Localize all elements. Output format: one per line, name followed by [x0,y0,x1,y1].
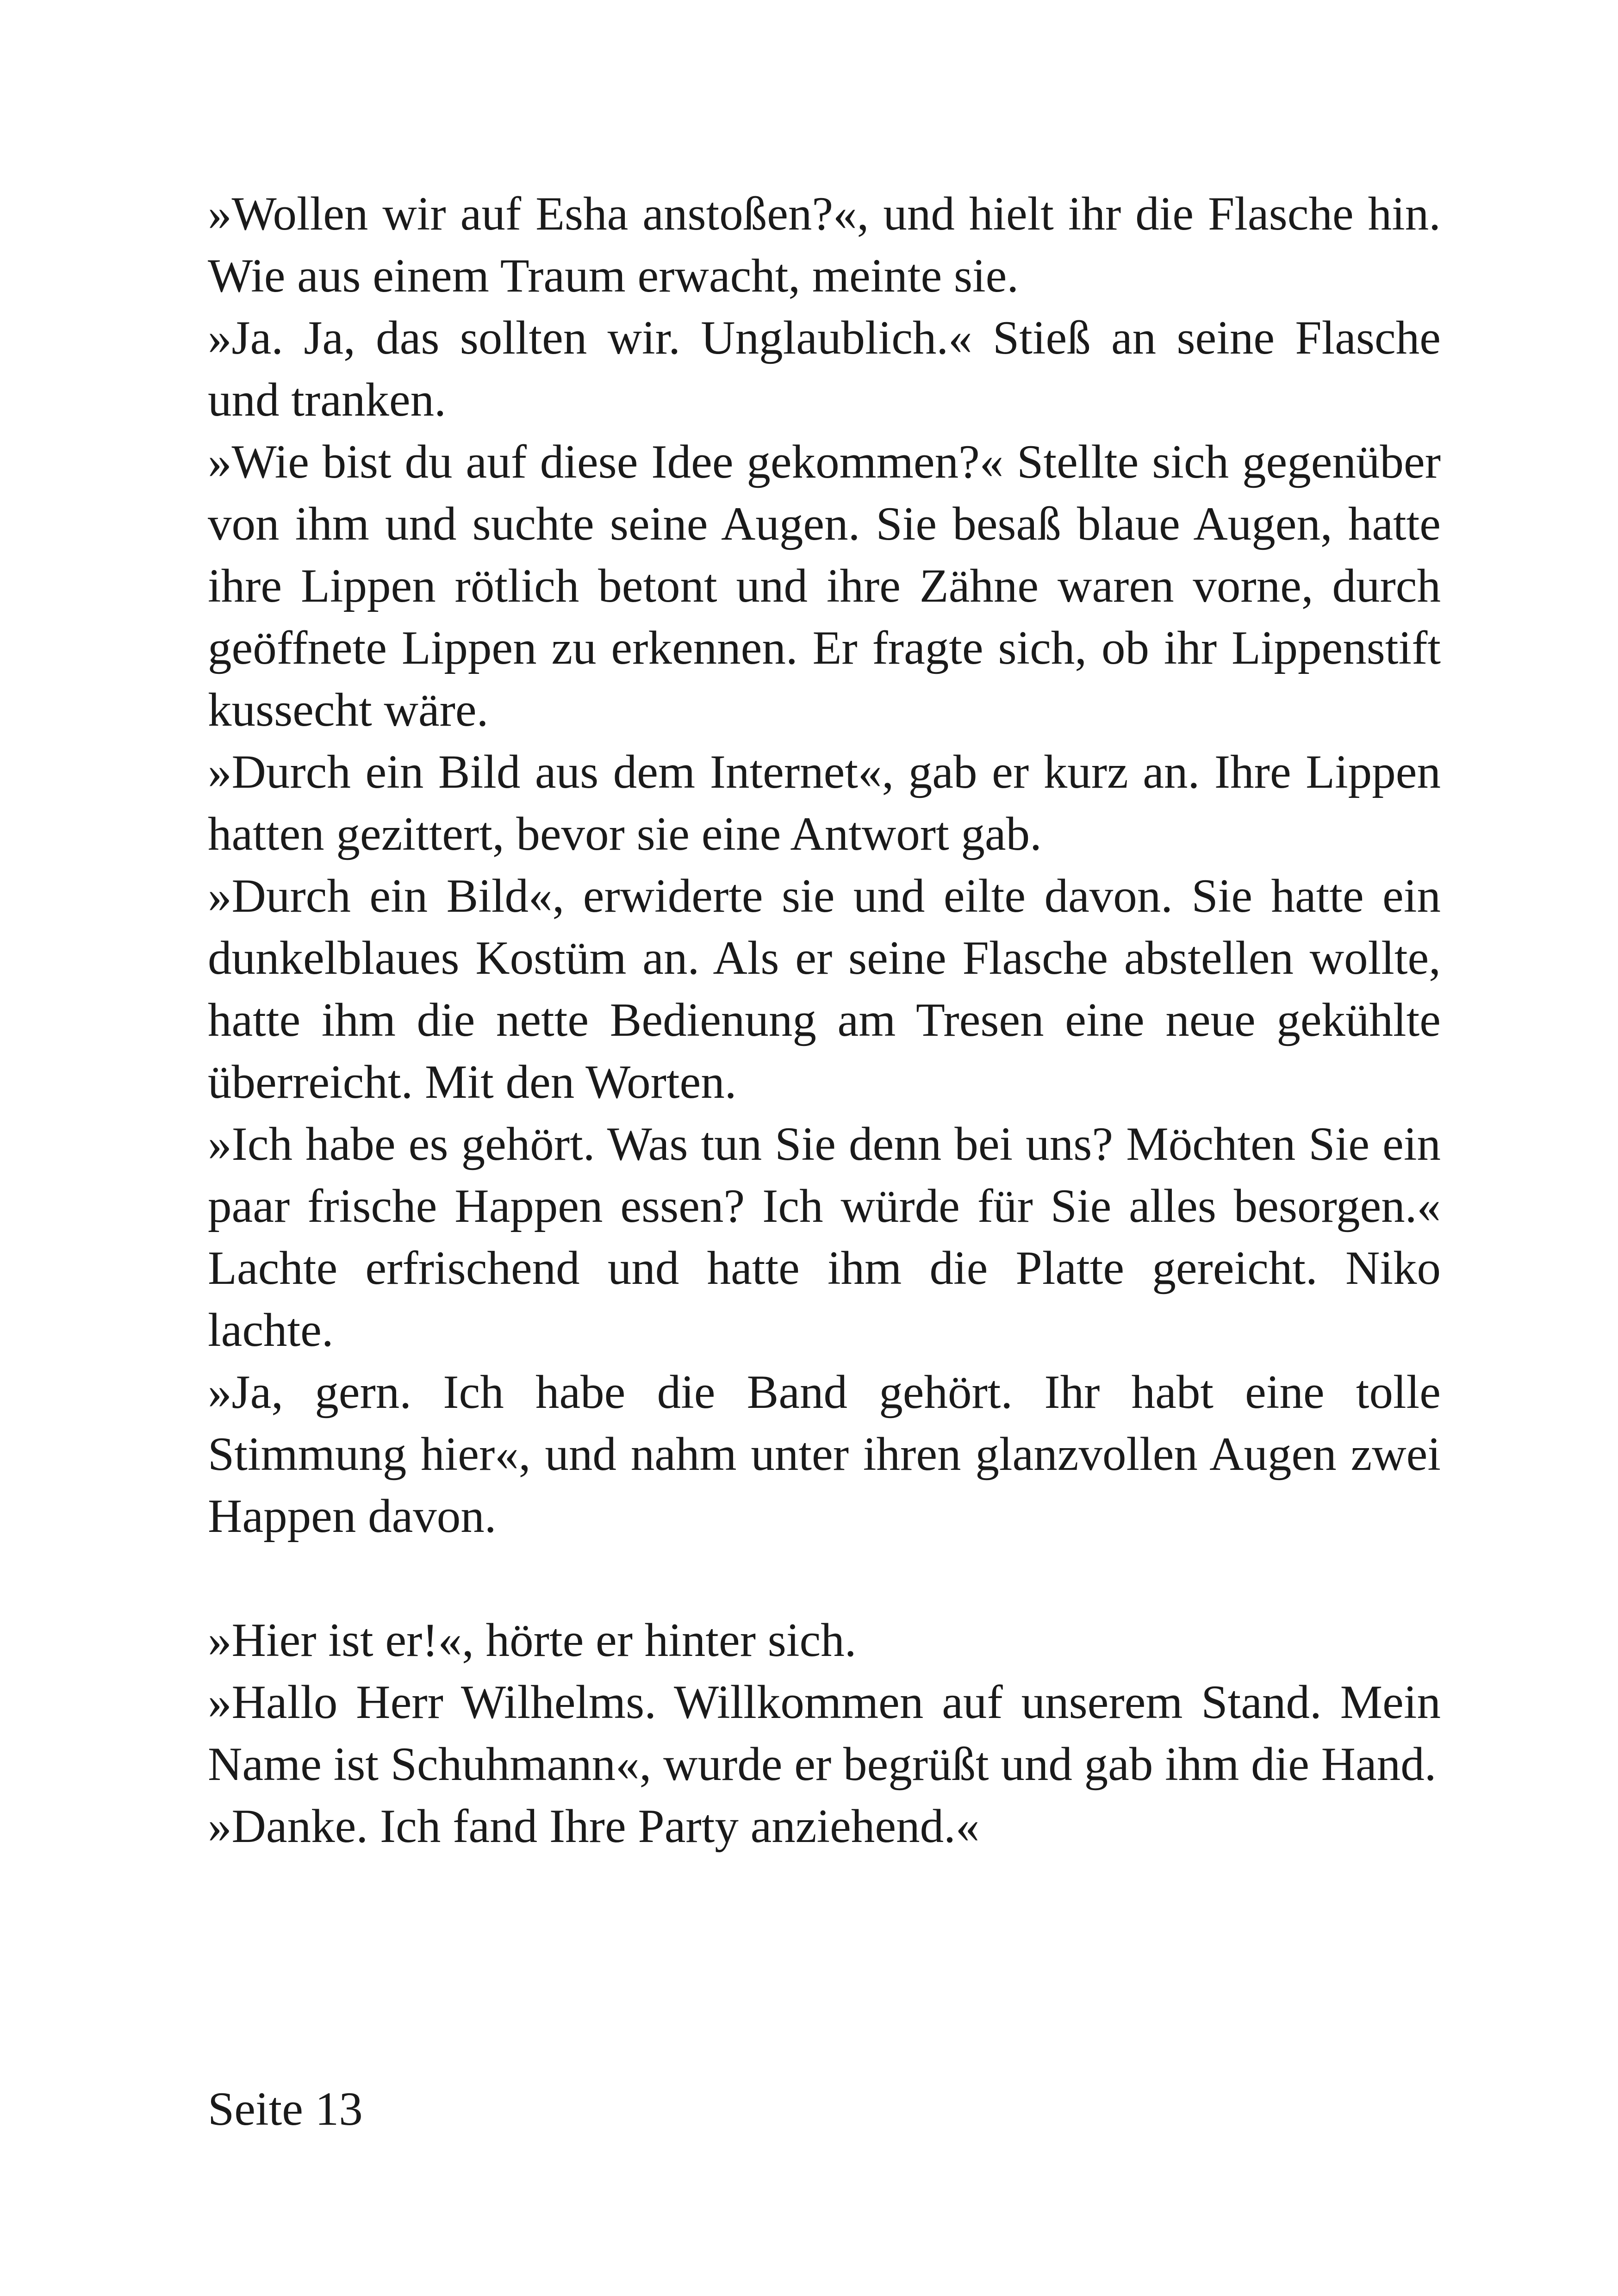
paragraph: »Ja. Ja, das sollten wir. Unglaublich.« Stieß an seine Flasche und tranken. [208,311,1441,426]
paragraph: »Ich habe es gehört. Was tun Sie denn bei uns? Möchten Sie ein paar frische Happen essen? Ich würde für Sie alles besorgen.« Lachte erfrischend und hatte ihm die Platte gereicht. Niko lachte. [208,1118,1441,1356]
paragraph: »Hallo Herr Wilhelms. Willkommen auf unserem Stand. Mein Name ist Schuhmann«, wurde er begrüßt und gab ihm die Hand. [208,1676,1441,1791]
paragraph: »Danke. Ich fand Ihre Party anziehend.« [208,1800,980,1853]
body-text [208,183,1441,1857]
paragraph: »Wollen wir auf Esha anstoßen?«, und hielt ihr die Flasche hin. Wie aus einem Traum erwacht, meinte sie. [208,187,1441,302]
paragraph: »Hier ist er!«, hörte er hinter sich. [208,1614,857,1667]
paragraph: »Wie bist du auf diese Idee gekommen?« Stellte sich gegenüber von ihm und suchte seine Augen. Sie besaß blaue Augen, hatte ihre Lippen rötlich betont und ihre Zähne waren vorne, durch geöffnete Lippen zu erkennen. Er fragte sich, ob ihr Lippenstift kussecht wäre. [208,436,1441,736]
page-number: Seite 13 [208,2083,363,2135]
paragraph: »Durch ein Bild«, erwiderte sie und eilte davon. Sie hatte ein dunkelblaues Kostüm an. Als er seine Flasche abstellen wollte, hatte ihm die nette Bedienung am Tresen eine neue gekühlte überreicht. Mit den Worten. [208,870,1441,1108]
section-gap [208,1547,1441,1609]
paragraph: »Durch ein Bild aus dem Internet«, gab er kurz an. Ihre Lippen hatten gezittert, bevor sie eine Antwort gab. [208,746,1441,860]
paragraph: »Ja, gern. Ich habe die Band gehört. Ihr habt eine tolle Stimmung hier«, und nahm unter ihren glanzvollen Augen zwei Happen davon. [208,1366,1441,1543]
